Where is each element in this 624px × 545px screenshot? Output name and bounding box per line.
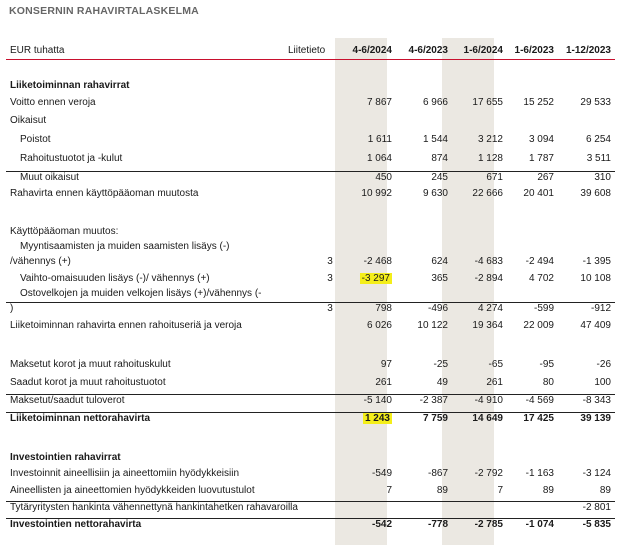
- row-label: Saadut korot ja muut rahoitustuotot: [10, 377, 166, 388]
- value-cell: 1 544: [422, 134, 448, 145]
- value-cell: -2 894: [474, 273, 503, 284]
- highlighted-value: 1 243: [364, 413, 390, 424]
- value-cell: 89: [436, 485, 448, 496]
- value-cell: -3 124: [582, 468, 611, 479]
- table-row: [6, 171, 615, 183]
- value-cell: 4 274: [477, 303, 503, 314]
- value-cell: 310: [594, 172, 611, 183]
- table-row: [6, 394, 615, 406]
- row-label: Maksetut korot ja muut rahoituskulut: [10, 359, 171, 370]
- value-cell: 29 533: [580, 97, 611, 108]
- value-cell: 17 655: [472, 97, 503, 108]
- table-row: [6, 302, 615, 314]
- value-cell: -867: [427, 468, 448, 479]
- value-cell: 4 702: [528, 273, 554, 284]
- table-row: [6, 518, 615, 530]
- value-cell: 39 139: [580, 413, 611, 424]
- value-cell: 7: [386, 485, 392, 496]
- note-ref: 3: [327, 273, 333, 284]
- value-cell: 49: [436, 377, 448, 388]
- value-cell: -542: [371, 519, 392, 530]
- value-cell: 1 611: [367, 134, 392, 145]
- row-label: Myyntisaamisten ja muiden saamisten lisäys (-): [20, 241, 230, 252]
- value-cell: 17 425: [523, 413, 554, 424]
- value-cell: 7 759: [422, 413, 448, 424]
- header-rule: [6, 59, 615, 60]
- row-label: Käyttöpääoman muutos:: [10, 226, 119, 237]
- note-ref: 3: [327, 303, 333, 314]
- value-cell: 20 401: [523, 188, 554, 199]
- value-cell: -2 468: [363, 256, 392, 267]
- value-cell: 3 511: [586, 153, 611, 164]
- value-cell: 1 787: [528, 153, 554, 164]
- highlighted-value: -3 297: [361, 273, 390, 284]
- value-cell: 3 094: [528, 134, 554, 145]
- value-cell: 874: [431, 153, 448, 164]
- value-cell: -5 835: [582, 519, 611, 530]
- value-cell: -1 395: [582, 256, 611, 267]
- value-cell: [360, 272, 392, 285]
- col-header: 4-6/2024: [352, 45, 392, 56]
- value-cell: -95: [539, 359, 554, 370]
- table-row: [6, 501, 615, 513]
- value-cell: -912: [590, 303, 611, 314]
- value-cell: 365: [431, 273, 448, 284]
- value-cell: -4 569: [525, 395, 554, 406]
- value-cell: [363, 412, 392, 425]
- value-cell: -25: [433, 359, 448, 370]
- report-title: KONSERNIN RAHAVIRTALASKELMA: [9, 5, 199, 17]
- value-cell: 14 649: [472, 413, 503, 424]
- row-label: Liiketoiminnan rahavirrat: [10, 80, 130, 91]
- value-cell: -2 387: [419, 395, 448, 406]
- row-label: Liiketoiminnan rahavirta ennen rahoituseriä ja veroja: [10, 320, 242, 331]
- row-label: Tytäryritysten hankinta vähennettynä hankintahetken rahavaroilla: [10, 502, 298, 513]
- row-label: Oikaisut: [10, 115, 47, 126]
- value-cell: -2 792: [474, 468, 503, 479]
- value-cell: 1 128: [477, 153, 503, 164]
- value-cell: -496: [427, 303, 448, 314]
- value-cell: 7 867: [366, 97, 392, 108]
- value-cell: 89: [542, 485, 554, 496]
- value-cell: -599: [533, 303, 554, 314]
- col-header: 1-12/2023: [565, 45, 611, 56]
- row-label: ): [10, 303, 14, 314]
- row-label: Investoinnit aineellisiin ja aineettomiin hyödykkeisiin: [10, 468, 240, 479]
- value-cell: 7: [497, 485, 503, 496]
- value-cell: 261: [486, 377, 503, 388]
- row-label: Poistot: [20, 134, 51, 145]
- value-cell: 245: [431, 172, 448, 183]
- value-cell: 19 364: [472, 320, 503, 331]
- value-cell: 10 992: [361, 188, 392, 199]
- value-cell: 47 409: [580, 320, 611, 331]
- value-cell: -778: [427, 519, 448, 530]
- value-cell: -65: [488, 359, 503, 370]
- value-cell: 6 966: [422, 97, 448, 108]
- value-cell: 6 254: [585, 134, 611, 145]
- value-cell: 10 122: [417, 320, 448, 331]
- value-cell: 15 252: [523, 97, 554, 108]
- value-cell: 80: [542, 377, 554, 388]
- row-label: Voitto ennen veroja: [10, 97, 96, 108]
- value-cell: 6 026: [366, 320, 392, 331]
- value-cell: -549: [371, 468, 392, 479]
- row-label: Muut oikaisut: [20, 172, 79, 183]
- row-label: Vaihto-omaisuuden lisäys (-)/ vähennys (+): [20, 273, 210, 284]
- col-header: 1-6/2023: [514, 45, 554, 56]
- row-label: Investointien nettorahavirta: [10, 519, 142, 530]
- value-cell: 89: [599, 485, 611, 496]
- value-cell: 267: [537, 172, 554, 183]
- value-cell: 1 064: [366, 153, 392, 164]
- row-label: Liiketoiminnan nettorahavirta: [10, 413, 151, 424]
- note-ref: 3: [327, 256, 333, 267]
- value-cell: 100: [594, 377, 611, 388]
- col-header: 1-6/2024: [463, 45, 503, 56]
- value-cell: -2 801: [582, 502, 611, 513]
- value-cell: -5 140: [363, 395, 392, 406]
- value-cell: 450: [375, 172, 392, 183]
- value-cell: 10 108: [580, 273, 611, 284]
- table-row: [6, 412, 615, 424]
- value-cell: 624: [431, 256, 448, 267]
- value-cell: 97: [380, 359, 392, 370]
- col-header: 4-6/2023: [408, 45, 448, 56]
- value-cell: -2 785: [474, 519, 503, 530]
- value-cell: -4 683: [474, 256, 503, 267]
- value-cell: 9 630: [422, 188, 448, 199]
- value-cell: 3 212: [477, 134, 503, 145]
- row-label: /vähennys (+): [10, 256, 71, 267]
- row-label: Investointien rahavirrat: [10, 452, 121, 463]
- row-label: Rahavirta ennen käyttöpääoman muutosta: [10, 188, 199, 199]
- note-header: Liitetieto: [288, 45, 326, 56]
- value-cell: 39 608: [580, 188, 611, 199]
- value-cell: 261: [375, 377, 392, 388]
- row-label: Maksetut/saadut tuloverot: [10, 395, 125, 406]
- value-cell: 798: [375, 303, 392, 314]
- row-label: Ostovelkojen ja muiden velkojen lisäys (+)/vähennys (-: [20, 288, 262, 299]
- value-cell: -4 910: [474, 395, 503, 406]
- value-cell: -1 074: [525, 519, 554, 530]
- value-cell: 22 009: [523, 320, 554, 331]
- value-cell: 671: [486, 172, 503, 183]
- value-cell: -26: [596, 359, 611, 370]
- value-cell: -8 343: [582, 395, 611, 406]
- unit-label: EUR tuhatta: [10, 45, 65, 56]
- value-cell: -2 494: [525, 256, 554, 267]
- value-cell: -1 163: [525, 468, 554, 479]
- row-label: Rahoitustuotot ja -kulut: [20, 153, 123, 164]
- value-cell: 22 666: [472, 188, 503, 199]
- row-label: Aineellisten ja aineettomien hyödykkeiden luovutustulot: [10, 485, 255, 496]
